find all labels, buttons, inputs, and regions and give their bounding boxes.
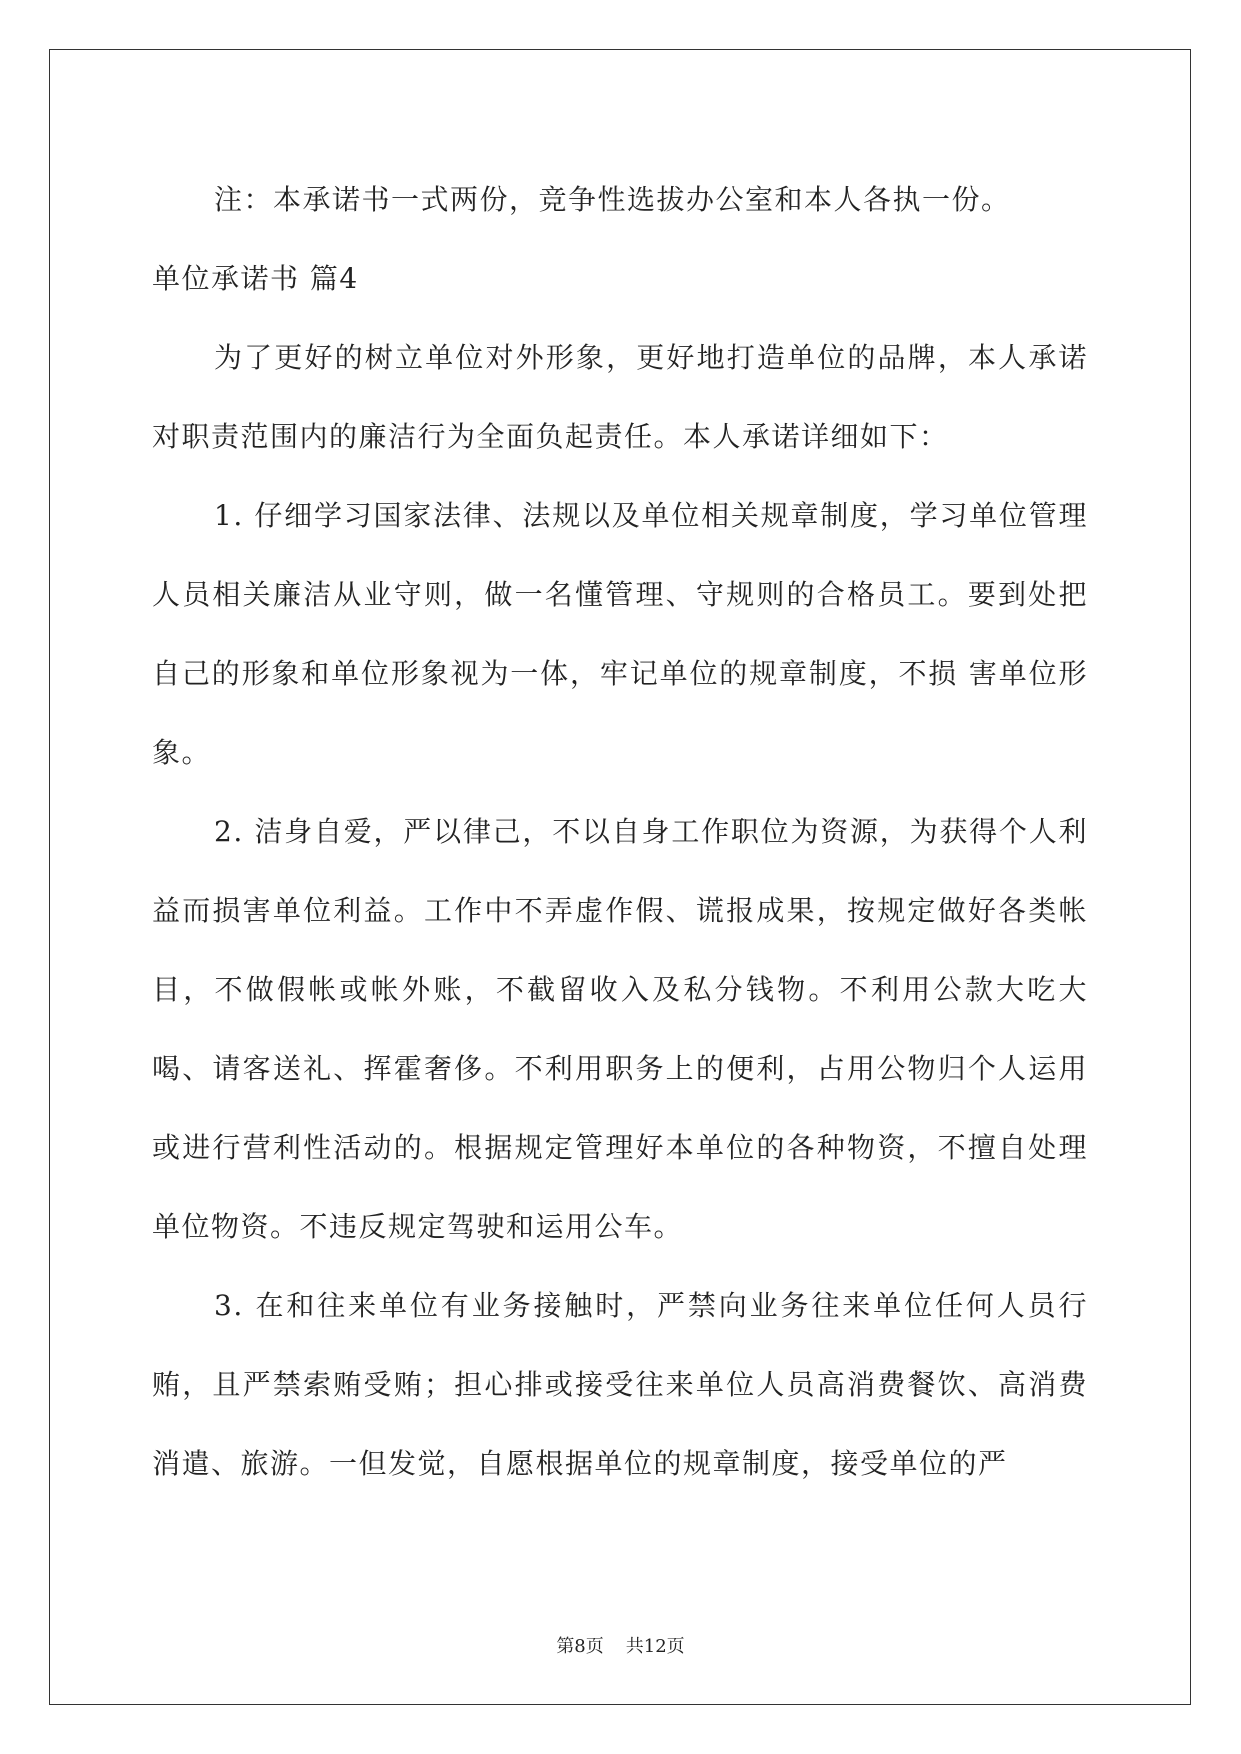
- page-number: 第8页: [556, 1636, 604, 1657]
- page-footer: [0, 1632, 1241, 1658]
- item-2-paragraph: 2. 洁身自爱，严以律己，不以自身工作职位为资源，为获得个人利益而损害单位利益。工作中不弄虚作假、谎报成果，按规定做好各类帐目，不做假帐或帐外账，不截留收入及私分钱物。不利用公款大吃大喝、请客送礼、挥霍奢侈。不利用职务上的便利，占用公物归个人运用或进行营利性活动的。根据规定管理好本单位的各种物资，不擅自处理单位物资。不违反规定驾驶和运用公车。: [152, 815, 1088, 1243]
- page-total: 共12页: [625, 1636, 685, 1657]
- document-body: [152, 160, 1088, 1503]
- item-1-paragraph: 1. 仔细学习国家法律、法规以及单位相关规章制度，学习单位管理人员相关廉洁从业守则，做一名懂管理、守规则的合格员工。要到处把自己的形象和单位形象视为一体，牢记单位的规章制度，不损 害单位形象。: [152, 499, 1088, 769]
- section-title: 单位承诺书 篇4: [152, 262, 359, 295]
- intro-paragraph: 为了更好的树立单位对外形象，更好地打造单位的品牌，本人承诺对职责范围内的廉洁行为全面负起责任。本人承诺详细如下：: [152, 341, 1088, 453]
- note-paragraph: 注：本承诺书一式两份，竞争性选拔办公室和本人各执一份。: [214, 183, 1011, 216]
- item-3-paragraph: 3. 在和往来单位有业务接触时，严禁向业务往来单位任何人员行贿，且严禁索贿受贿；担心排或接受往来单位人员高消费餐饮、高消费消遣、旅游。一但发觉，自愿根据单位的规章制度，接受单位的严: [152, 1289, 1088, 1480]
